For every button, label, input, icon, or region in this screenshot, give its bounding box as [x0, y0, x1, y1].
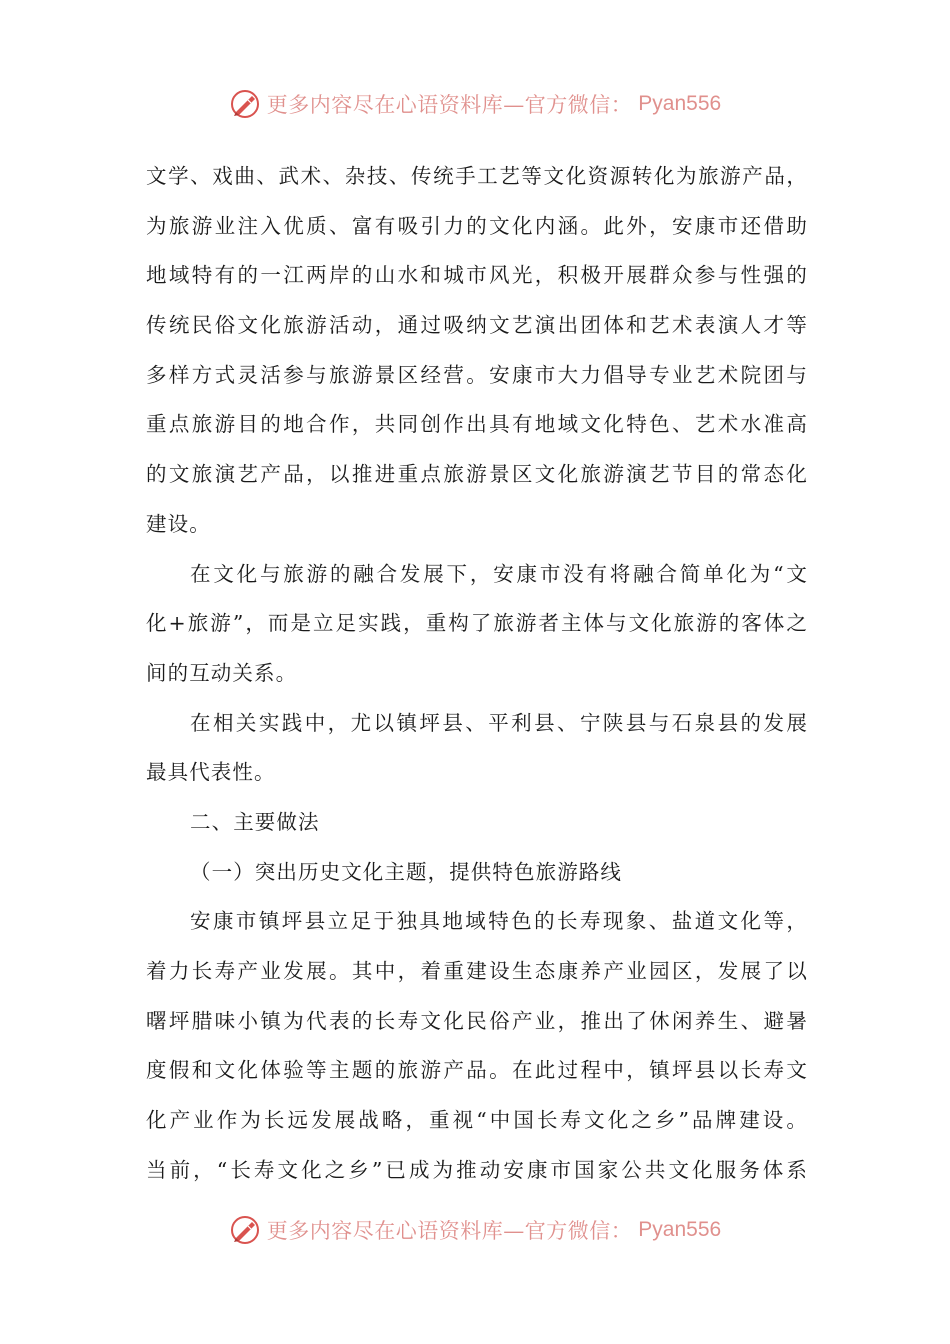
watermark-text: 更多内容尽在心语资料库—官方微信：	[266, 1219, 633, 1243]
text-line: 建设。	[146, 511, 211, 536]
text-line: 在相关实践中，尤以镇坪县、平利县、宁陕县与石泉县的发展	[190, 710, 808, 735]
text-line: 传统民俗文化旅游活动，通过吸纳文艺演出团体和艺术表演人才等	[146, 313, 808, 338]
text-line: 文学、戏曲、武术、杂技、传统手工艺等文化资源转化为旅游产品，	[146, 164, 808, 188]
text-line: 间的互动关系。	[146, 660, 298, 685]
document-body	[146, 152, 808, 1195]
text-line: 二、主要做法	[190, 809, 320, 834]
pen-logo-icon	[229, 1214, 261, 1246]
text-line: 地域特有的一江两岸的山水和城市风光，积极开展群众参与性强的	[146, 263, 808, 288]
watermark-wechat-id: Pyan556	[638, 92, 722, 115]
text-line: 安康市镇坪县立足于独具地域特色的长寿现象、盐道文化等，	[190, 909, 808, 934]
text-line: 着力长寿产业发展。其中，着重建设生态康养产业园区，发展了以	[146, 959, 808, 983]
text-line: 重点旅游目的地合作，共同创作出具有地域文化特色、艺术水准高	[146, 412, 808, 437]
text-line: 的文旅演艺产品，以推进重点旅游景区文化旅游演艺节目的常态化	[146, 462, 808, 487]
text-line: 多样方式灵活参与旅游景区经营。安康市大力倡导专业艺术院团与	[146, 362, 808, 387]
text-line: 化+旅游”，而是立足实践，重构了旅游者主体与文化旅游的客体之	[146, 611, 808, 636]
watermark-wechat-id: Pyan556	[638, 1218, 722, 1241]
text-line: 化产业作为长远发展战略，重视“中国长寿文化之乡”品牌建设。	[146, 1108, 808, 1133]
text-line: 最具代表性。	[146, 760, 276, 785]
footer-watermark	[0, 1210, 950, 1250]
text-line: （一）突出历史文化主题，提供特色旅游路线	[190, 859, 622, 884]
header-watermark	[0, 84, 950, 124]
watermark-text: 更多内容尽在心语资料库—官方微信：	[266, 93, 633, 117]
text-line: 当前，“长寿文化之乡”已成为推动安康市国家公共文化服务体系	[146, 1157, 808, 1182]
text-line: 度假和文化体验等主题的旅游产品。在此过程中，镇坪县以长寿文	[146, 1058, 808, 1083]
text-line: 为旅游业注入优质、富有吸引力的文化内涵。此外，安康市还借助	[146, 213, 808, 238]
text-line: 曙坪腊味小镇为代表的长寿文化民俗产业，推出了休闲养生、避暑	[146, 1008, 808, 1033]
pen-logo-icon	[229, 88, 261, 120]
text-line: 在文化与旅游的融合发展下，安康市没有将融合简单化为“文	[190, 561, 808, 586]
